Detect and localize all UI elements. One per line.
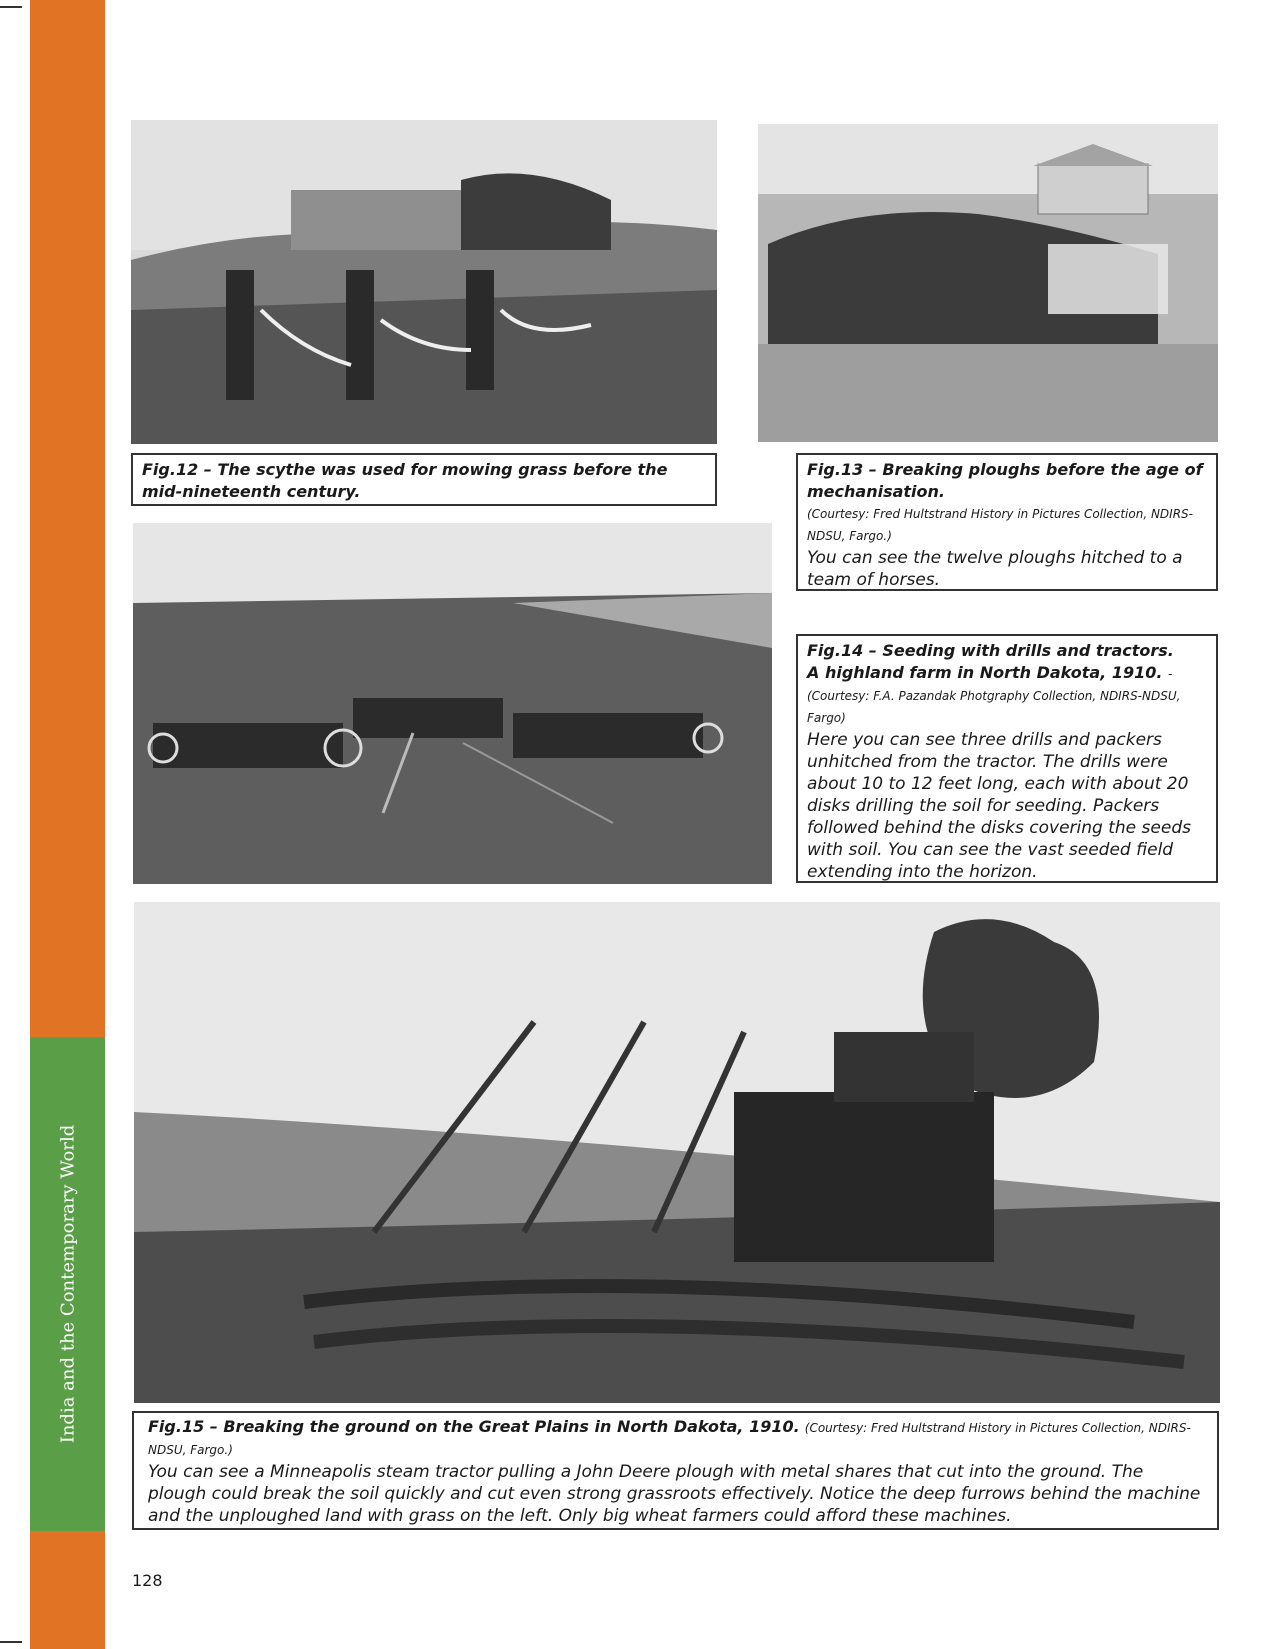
fig13-caption xyxy=(796,453,1218,591)
page-number: 128 xyxy=(132,1571,163,1590)
fig13-description: You can see the twelve ploughs hitched to a team of horses. xyxy=(807,548,1183,590)
fig13-title: Fig.13 – Breaking ploughs before the age of mechanisation. xyxy=(807,460,1203,501)
crop-mark-bottom xyxy=(0,1641,22,1643)
fig14-description: Here you can see three drills and packers unhitched from the tractor. The drills were about 10 to 12 feet long, each with about 20 disks drilling the soil for seeding. Packers followed behind the disks covering the seeds with soil. You can see the vast seeded field extending into the horizon. xyxy=(807,730,1191,882)
fig14-dash: - xyxy=(1168,667,1173,681)
fig14-title: Fig.14 – Seeding with drills and tractors. xyxy=(807,641,1174,660)
fig12-title: Fig.12 – The scythe was used for mowing grass before the mid-nineteenth century. xyxy=(142,460,668,501)
fig13-credit: (Courtesy: Fred Hultstrand History in Pictures Collection, NDIRS-NDSU, Fargo.) xyxy=(807,507,1193,543)
fig13-photo xyxy=(758,124,1218,442)
fig15-caption xyxy=(132,1411,1219,1530)
fig14-title-line2 xyxy=(807,662,1207,685)
fig14-photo xyxy=(133,523,772,884)
fig12-caption xyxy=(131,453,717,506)
fig15-description: You can see a Minneapolis steam tractor pulling a John Deere plough with metal shares that cut into the ground. The plough could break the soil quickly and cut even strong grassroots effectively. Notice the deep furrows behind the machine and the unploughed land with grass on the left. Only big wheat farmers could afford these machines. xyxy=(148,1462,1201,1526)
crop-mark-top xyxy=(0,6,22,8)
fig14-caption xyxy=(796,634,1218,883)
fig12-photo xyxy=(131,120,717,444)
fig14-title2: A highland farm in North Dakota, 1910. xyxy=(807,663,1163,682)
side-book-title xyxy=(30,1037,105,1531)
fig14-credit: (Courtesy: F.A. Pazandak Photgraphy Collection, NDIRS-NDSU, Fargo) xyxy=(807,689,1181,725)
fig15-photo xyxy=(134,902,1220,1403)
fig15-title: Fig.15 – Breaking the ground on the Great Plains in North Dakota, 1910. xyxy=(148,1417,800,1436)
fig15-credit: (Courtesy: Fred Hultstrand History in Pictures Collection, NDIRS-NDSU, Fargo.) xyxy=(148,1421,1191,1457)
side-book-title-text: India and the Contemporary World xyxy=(57,1124,78,1444)
